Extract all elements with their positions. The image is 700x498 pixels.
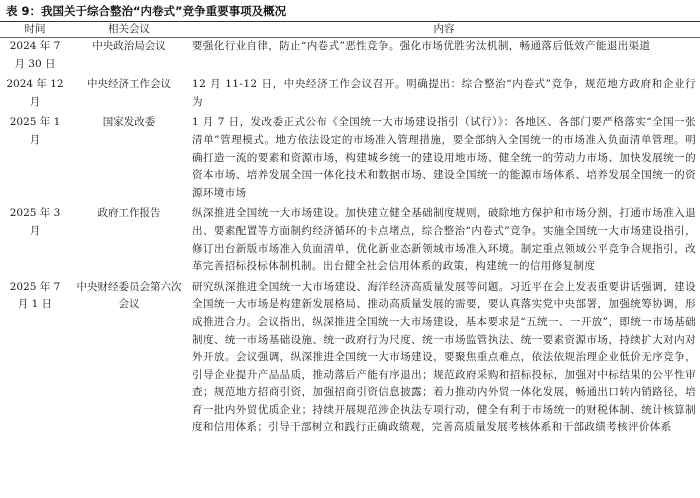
- row-content: 纵深推进全国统一大市场建设。加快建立健全基础制度规则，破除地方保护和市场分割，打通市场准入退出、要素配置等方面制约经济循环的卡点堵点，综合整治“内卷式”竞争。实施全国统一大市场建设指引，修订出台新版市场准入负面清单，优化新业态新领域市场准入环境。制定重点领域公平竞争合规指引，改革完善招标投标体制机制。出台健全社会信用体系的政策，构建统一的信用修复制度: [192, 207, 696, 273]
- row-source: 国家发改委: [102, 116, 156, 129]
- table-row: [0, 204, 700, 277]
- row-time: 2025 年 3 月: [9, 207, 61, 237]
- row-content: 要强化行业自律，防止“内卷式”恶性竞争。强化市场优胜劣汰机制，畅通落后低效产能退出渠道: [192, 40, 651, 52]
- table-row: [0, 37, 700, 75]
- header-row: [0, 22, 700, 37]
- table-row: [0, 113, 700, 204]
- table-row: [0, 278, 700, 439]
- row-source: 中央财经委员会第六次会议: [76, 280, 182, 311]
- table-row: [0, 75, 700, 113]
- row-time: 2025 年 7 月 1 日: [9, 280, 61, 311]
- row-content: 1 月 7 日，发改委正式公布《全国统一大市场建设指引（试行）》：各地区、各部门要严格落实“全国一张清单”管理模式。地方依法设定的市场准入管理措施，要全部纳入全国统一的市场准入负面清单管理。明确打造一流的要素和资源市场，构建城乡统一的建设用地市场、健全统一的劳动力市场、加快发展统一的资本市场、培养发展全国一体化技术和数据市场、建设全国统一的能源市场体系、培养发展全国统一的资源环境市场: [192, 116, 696, 199]
- row-content: 研究纵深推进全国统一大市场建设、海洋经济高质量发展等问题。习近平在会上发表重要讲话强调，建设全国统一大市场是构建新发展格局、推动高质量发展的需要，要认真落实党中央部署，加强统筹协调，形成推进合力。会议指出，纵深推进全国统一大市场建设，基本要求是“五统一、一开放”，即统一市场基础制度、统一市场基础设施、统一政府行为尺度、统一市场监管执法、统一要素资源市场，持续扩大对内对外开放。会议强调，纵深推进全国统一大市场建设，要聚焦重点难点，依法依规治理企业低价无序竞争，引导企业提升产品品质，推动落后产能有序退出；规范政府采购和招标投标，加强对中标结果的公平性审查；规范地方招商引资，加强招商引资信息披露；着力推动内外贸一体化发展，畅通出口转内销路径，培育一批内外贸优质企业；持续开展规范涉企执法专项行动，健全有利于市场统一的财税体制、统计核算制度和信用体系；引导干部树立和践行正确政绩观，完善高质量发展考核体系和干部政绩考核评价体系: [192, 280, 696, 434]
- row-source: 中央经济工作会议: [87, 78, 171, 91]
- header-content: 内容: [433, 23, 455, 35]
- row-time: 2024 年 7 月 30 日: [9, 40, 61, 70]
- row-source: 中央政治局会议: [92, 40, 166, 52]
- row-time: 2025 年 1 月: [9, 116, 61, 146]
- row-content: 12 月 11-12 日，中央经济工作会议召开。明确提出：综合整治“内卷式”竞争，规范地方政府和企业行为: [192, 78, 696, 108]
- row-time: 2024 年 12 月: [6, 78, 64, 108]
- policy-table: [0, 22, 700, 439]
- row-source: 政府工作报告: [97, 207, 161, 220]
- table-title: 表 9：我国关于综合整治“内卷式”竞争重要事项及概况: [6, 4, 287, 18]
- header-source: 相关会议: [108, 23, 150, 35]
- header-time: 时间: [24, 23, 46, 35]
